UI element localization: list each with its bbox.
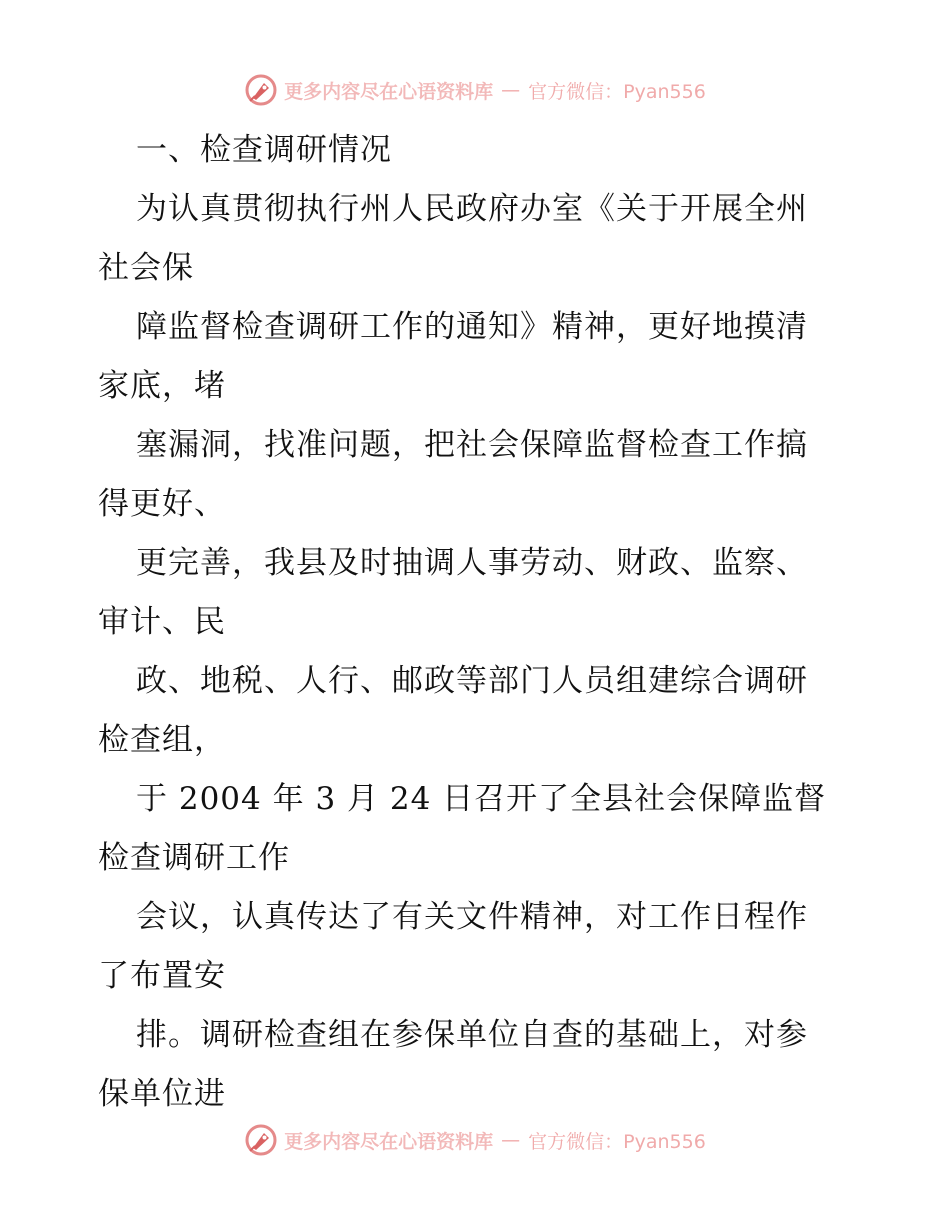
text-line: 得更好、	[98, 486, 226, 522]
text-line: 家底，堵	[98, 368, 226, 404]
watermark-banner-bottom	[0, 1120, 950, 1160]
text-line: 保单位进	[98, 1076, 226, 1112]
text-line: 更完善，我县及时抽调人事劳动、财政、监察、	[136, 545, 808, 581]
text-line: 审计、民	[98, 604, 226, 640]
text-line: 障监督检查调研工作的通知》精神，更好地摸清	[136, 309, 808, 345]
document-body	[98, 121, 878, 1124]
text-line: 排。调研检查组在参保单位自查的基础上，对参	[136, 1017, 808, 1053]
watermark-banner-top	[0, 70, 950, 110]
text-line: 为认真贯彻执行州人民政府办室《关于开展全州	[136, 191, 808, 227]
pen-nib-icon	[244, 73, 278, 107]
watermark-separator: —	[501, 1129, 521, 1151]
watermark-wechat: 官方微信：Pyan556	[528, 1130, 706, 1153]
watermark-text: 更多内容尽在心语资料库	[284, 1130, 494, 1153]
watermark-separator: —	[501, 79, 521, 101]
pen-nib-icon	[244, 1123, 278, 1157]
text-line: 政、地税、人行、邮政等部门人员组建综合调研	[136, 663, 808, 699]
text-line: 了布置安	[98, 958, 226, 994]
text-line: 塞漏洞，找准问题，把社会保障监督检查工作搞	[136, 427, 808, 463]
text-line: 于 2004 年 3 月 24 日召开了全县社会保障监督	[136, 781, 827, 817]
text-line: 社会保	[98, 250, 194, 286]
text-line: 检查组，	[98, 722, 226, 758]
watermark-wechat: 官方微信：Pyan556	[528, 80, 706, 103]
text-line: 检查调研工作	[98, 840, 290, 876]
text-line: 会议，认真传达了有关文件精神，对工作日程作	[136, 899, 808, 935]
watermark-text: 更多内容尽在心语资料库	[284, 80, 494, 103]
text-line: 一、检查调研情况	[136, 132, 392, 168]
